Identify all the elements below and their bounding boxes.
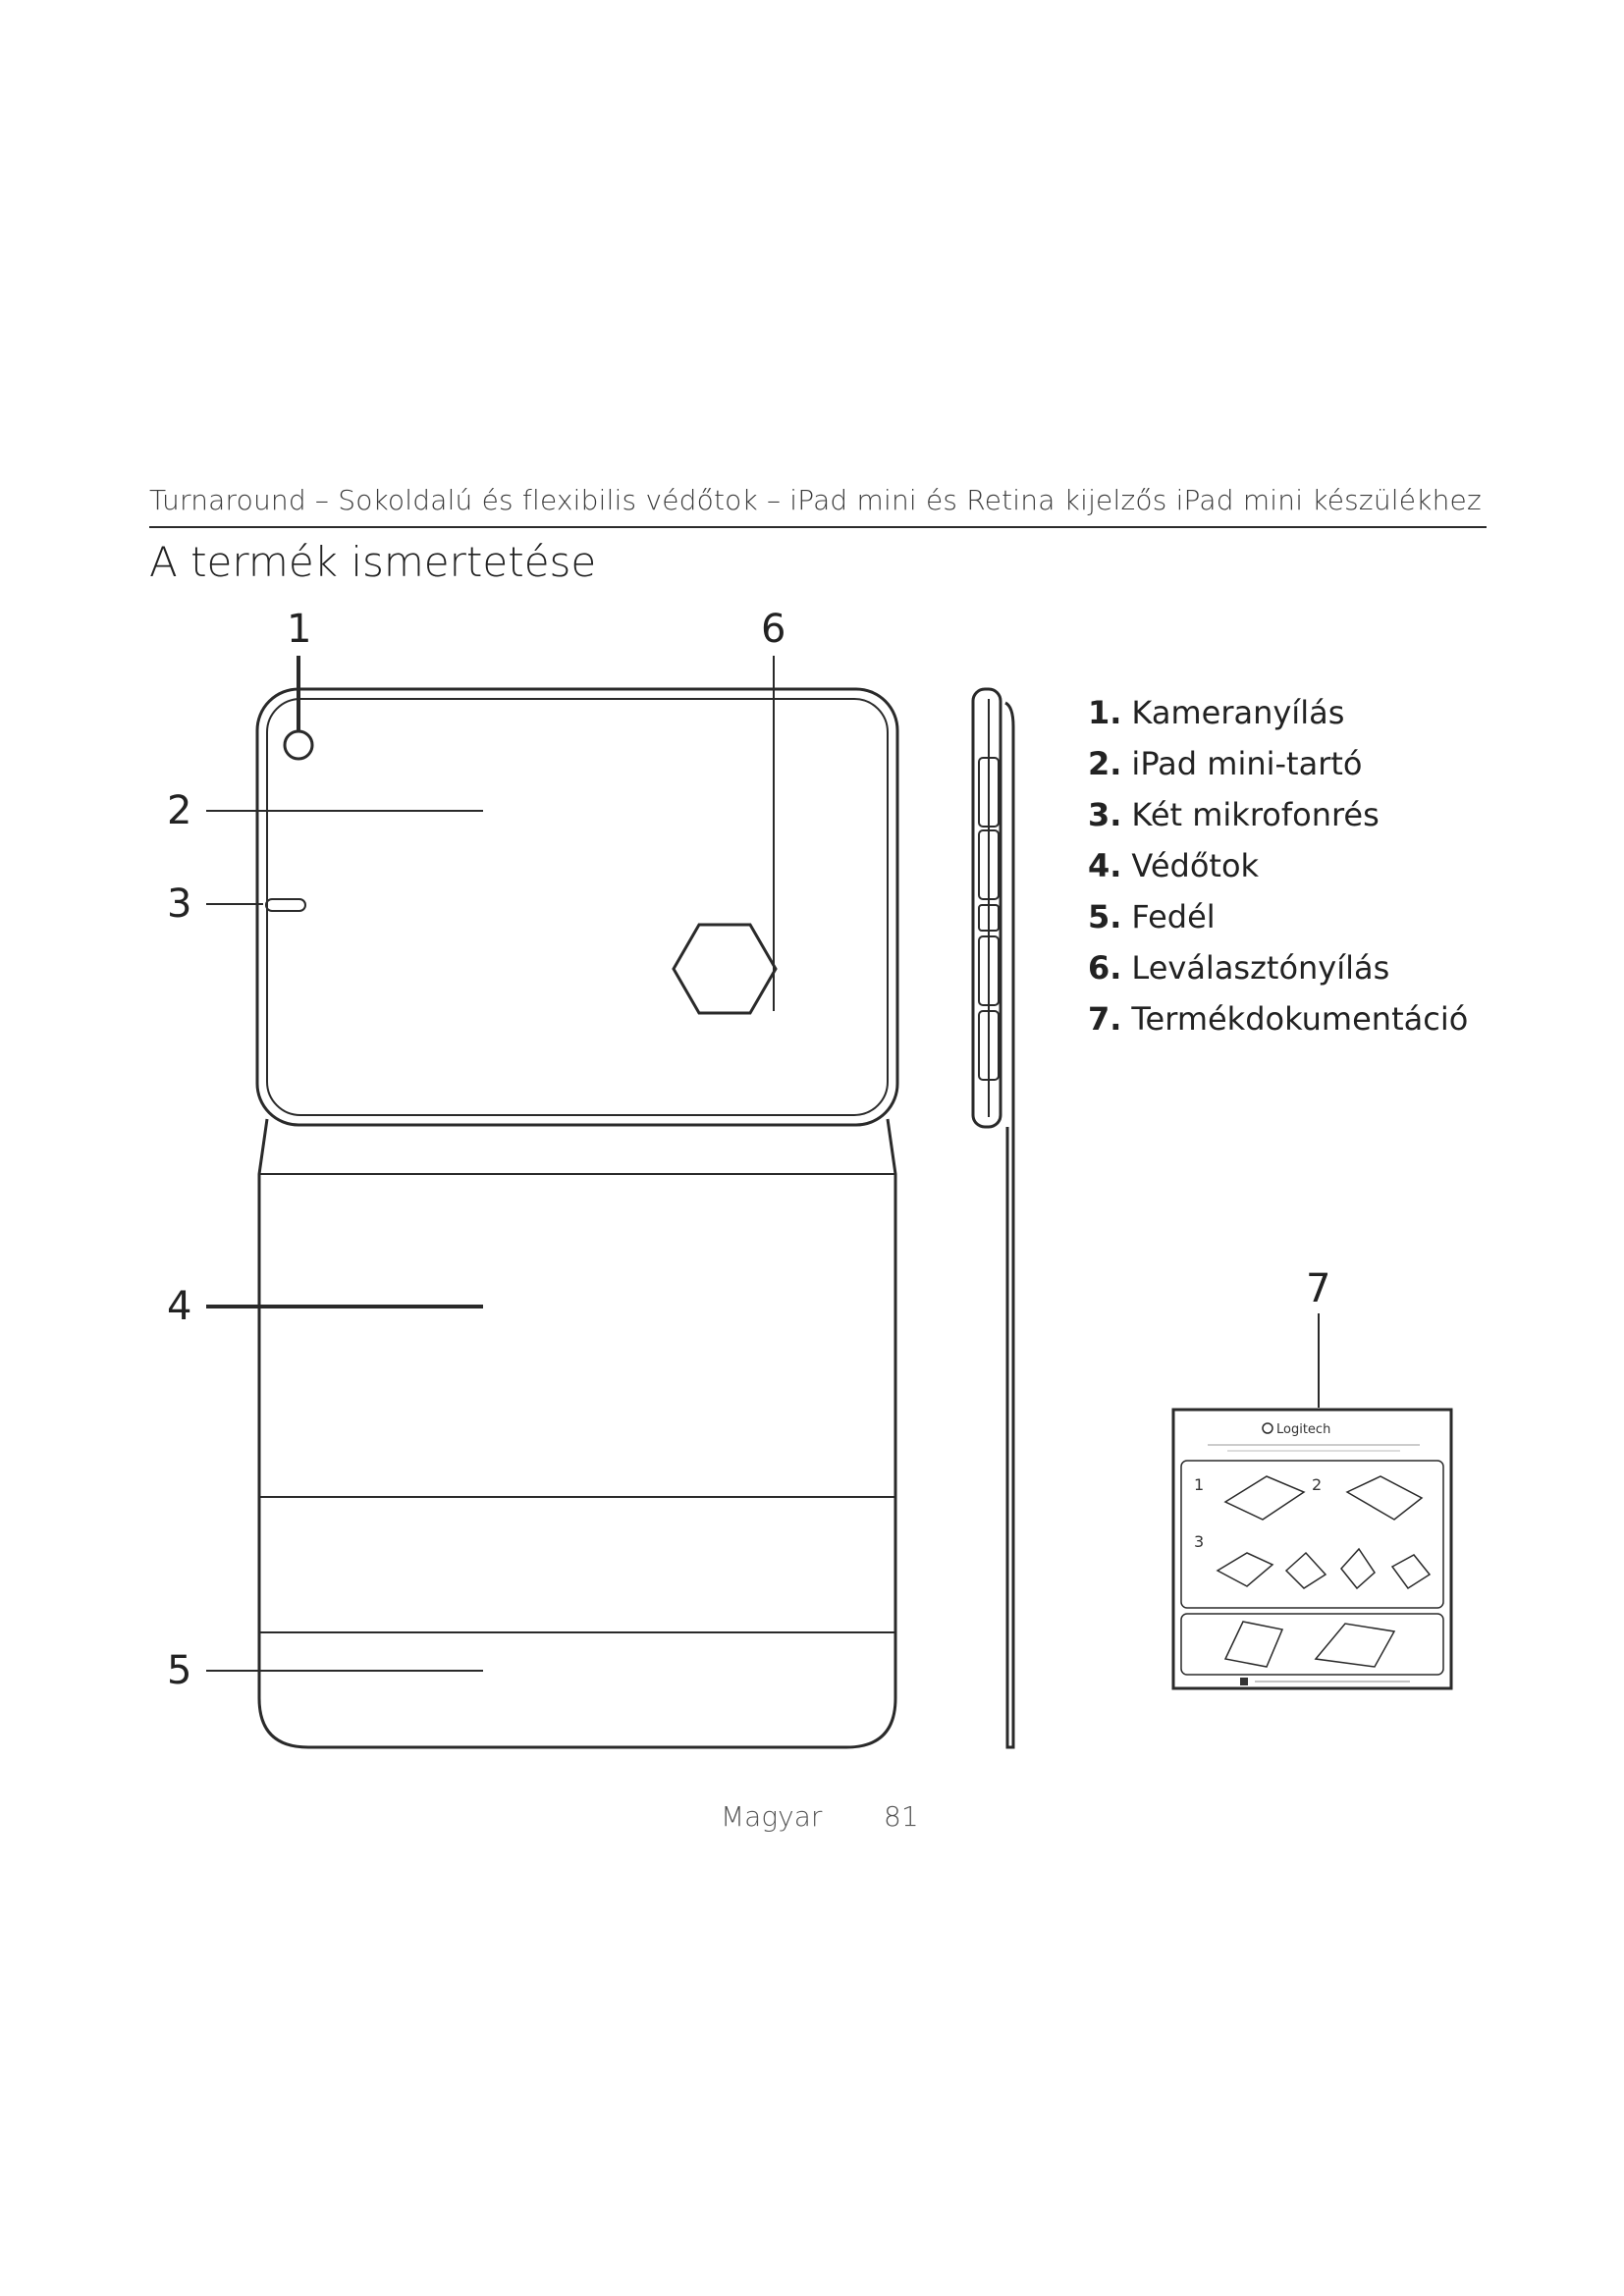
- booklet-step-3: 3: [1194, 1532, 1205, 1551]
- camera-opening: [285, 731, 312, 759]
- legend-item: 3. Két mikrofonrés: [1088, 796, 1380, 833]
- case-body: [259, 1119, 895, 1747]
- callout-1: 1: [287, 607, 312, 652]
- legend-item: 7. Termékdokumentáció: [1088, 1000, 1469, 1038]
- legend-item: 2. iPad mini-tartó: [1088, 745, 1363, 782]
- booklet-step-1: 1: [1194, 1475, 1205, 1494]
- callout-5: 5: [167, 1648, 192, 1693]
- callout-3: 3: [167, 881, 192, 927]
- section-title: A termék ismertetése: [149, 538, 597, 586]
- legend-item: 4. Védőtok: [1088, 847, 1260, 884]
- side-profile-case: [1005, 703, 1013, 1747]
- parts-legend: [1088, 687, 1468, 1044]
- document-header: Turnaround – Sokoldalú és flexibilis védőtok – iPad mini és Retina kijelzős iPad mini készülékhez: [149, 484, 1482, 516]
- legend-item: 6. Leválasztónyílás: [1088, 949, 1390, 987]
- tablet-holder-outer: [257, 689, 897, 1125]
- product-documentation: [1173, 1410, 1451, 1688]
- callout-2: 2: [167, 788, 192, 833]
- release-hole: [674, 925, 776, 1013]
- callout-6: 6: [761, 607, 786, 652]
- side-profile-holder: [973, 689, 1001, 1127]
- callout-7: 7: [1306, 1266, 1331, 1311]
- legend-item: 1. Kameranyílás: [1088, 694, 1345, 731]
- microphone-slot: [266, 899, 305, 911]
- page-number: 81: [884, 1800, 919, 1833]
- booklet-brand: Logitech: [1276, 1422, 1331, 1437]
- legend-item: 5. Fedél: [1088, 898, 1216, 935]
- footer-language: Magyar: [721, 1800, 823, 1833]
- callout-4: 4: [167, 1284, 192, 1329]
- tablet-holder-inner: [267, 699, 888, 1115]
- booklet-step-2: 2: [1312, 1475, 1323, 1494]
